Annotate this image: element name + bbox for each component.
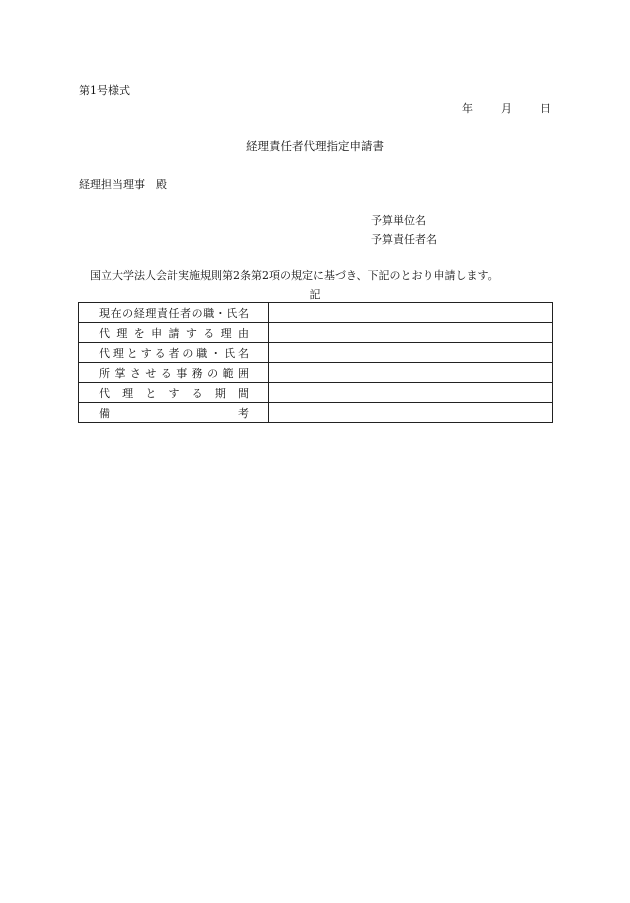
date-day-label: 日 bbox=[540, 102, 551, 115]
row-value-proxy-person[interactable] bbox=[269, 343, 553, 363]
row-value-period[interactable] bbox=[269, 383, 553, 403]
ki-heading: 記 bbox=[309, 288, 321, 301]
row-value-scope[interactable] bbox=[269, 363, 553, 383]
table-row bbox=[79, 303, 553, 323]
document-title: 経理責任者代理指定申請書 bbox=[246, 139, 384, 153]
addressee: 経理担当理事 殿 bbox=[79, 178, 167, 191]
row-label-remarks: 備考 bbox=[79, 403, 269, 423]
row-label-reason: 代理を申請する理由 bbox=[79, 323, 269, 343]
date-month-label: 月 bbox=[501, 102, 512, 115]
table-row bbox=[79, 323, 553, 343]
row-value-current-manager[interactable] bbox=[269, 303, 553, 323]
table-row bbox=[79, 343, 553, 363]
budget-manager-label: 予算責任者名 bbox=[371, 233, 437, 246]
row-value-reason[interactable] bbox=[269, 323, 553, 343]
row-label-period: 代理とする期間 bbox=[79, 383, 269, 403]
table-row bbox=[79, 403, 553, 423]
row-label-proxy-person: 代理とする者の職・氏名 bbox=[79, 343, 269, 363]
table-row bbox=[79, 383, 553, 403]
application-table bbox=[78, 302, 553, 423]
application-statement: 国立大学法人会計実施規則第2条第2項の規定に基づき、下記のとおり申請します。 bbox=[90, 269, 499, 282]
date-year-label: 年 bbox=[462, 102, 473, 115]
row-label-scope: 所掌させる事務の範囲 bbox=[79, 363, 269, 383]
budget-unit-label: 予算単位名 bbox=[371, 214, 426, 227]
table-row bbox=[79, 363, 553, 383]
form-number: 第1号様式 bbox=[79, 84, 130, 97]
date-line bbox=[462, 100, 551, 116]
row-value-remarks[interactable] bbox=[269, 403, 553, 423]
row-label-current-manager: 現在の経理責任者の職・氏名 bbox=[79, 303, 269, 323]
